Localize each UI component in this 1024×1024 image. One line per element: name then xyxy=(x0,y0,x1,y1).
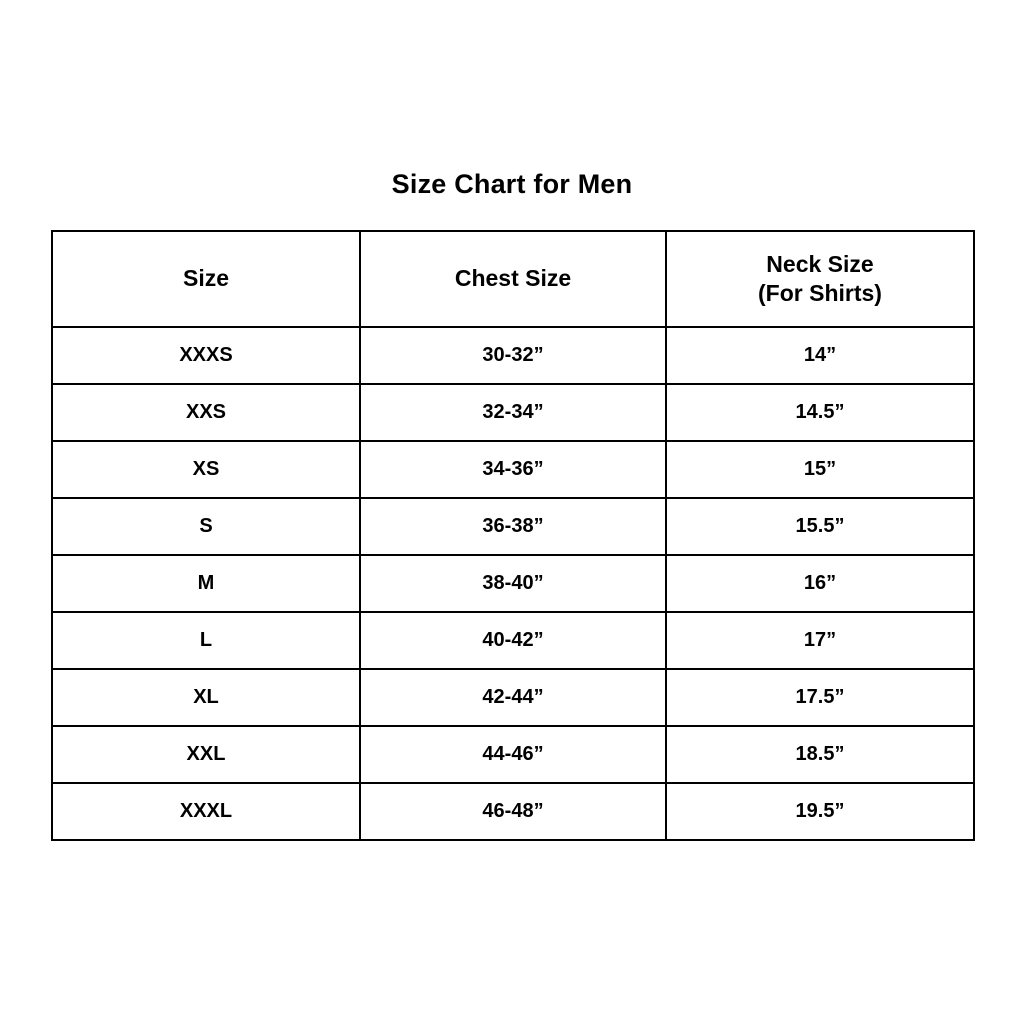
table-row xyxy=(52,669,974,726)
column-header-neck-size-sublabel: (For Shirts) xyxy=(758,280,882,307)
cell-neck: 17” xyxy=(666,612,974,669)
cell-chest: 44-46” xyxy=(360,726,666,783)
column-header-size xyxy=(52,231,360,327)
size-table-container xyxy=(51,230,973,841)
cell-size: XXXL xyxy=(52,783,360,840)
cell-neck: 18.5” xyxy=(666,726,974,783)
cell-size: XXL xyxy=(52,726,360,783)
page-title: Size Chart for Men xyxy=(391,169,633,199)
cell-chest: 36-38” xyxy=(360,498,666,555)
cell-chest: 38-40” xyxy=(360,555,666,612)
cell-chest: 46-48” xyxy=(360,783,666,840)
table-row xyxy=(52,384,974,441)
size-table xyxy=(51,230,975,841)
cell-neck: 15” xyxy=(666,441,974,498)
cell-chest: 40-42” xyxy=(360,612,666,669)
cell-size: L xyxy=(52,612,360,669)
table-header-row xyxy=(52,231,974,327)
cell-chest: 34-36” xyxy=(360,441,666,498)
cell-size: XXXS xyxy=(52,327,360,384)
table-row xyxy=(52,783,974,840)
cell-neck: 19.5” xyxy=(666,783,974,840)
table-row xyxy=(52,612,974,669)
cell-chest: 32-34” xyxy=(360,384,666,441)
table-row xyxy=(52,327,974,384)
cell-neck: 15.5” xyxy=(666,498,974,555)
cell-neck: 14.5” xyxy=(666,384,974,441)
column-header-chest-size xyxy=(360,231,666,327)
cell-size: S xyxy=(52,498,360,555)
cell-neck: 16” xyxy=(666,555,974,612)
cell-neck: 14” xyxy=(666,327,974,384)
cell-chest: 42-44” xyxy=(360,669,666,726)
column-header-neck-size-label: Neck Size xyxy=(766,250,874,277)
column-header-chest-size-label: Chest Size xyxy=(454,265,572,292)
cell-chest: 30-32” xyxy=(360,327,666,384)
cell-size: M xyxy=(52,555,360,612)
table-row xyxy=(52,726,974,783)
table-row xyxy=(52,498,974,555)
table-row xyxy=(52,555,974,612)
cell-size: XS xyxy=(52,441,360,498)
column-header-size-label: Size xyxy=(182,265,230,292)
cell-neck: 17.5” xyxy=(666,669,974,726)
column-header-neck-size xyxy=(666,231,974,327)
cell-size: XXS xyxy=(52,384,360,441)
table-row xyxy=(52,441,974,498)
cell-size: XL xyxy=(52,669,360,726)
